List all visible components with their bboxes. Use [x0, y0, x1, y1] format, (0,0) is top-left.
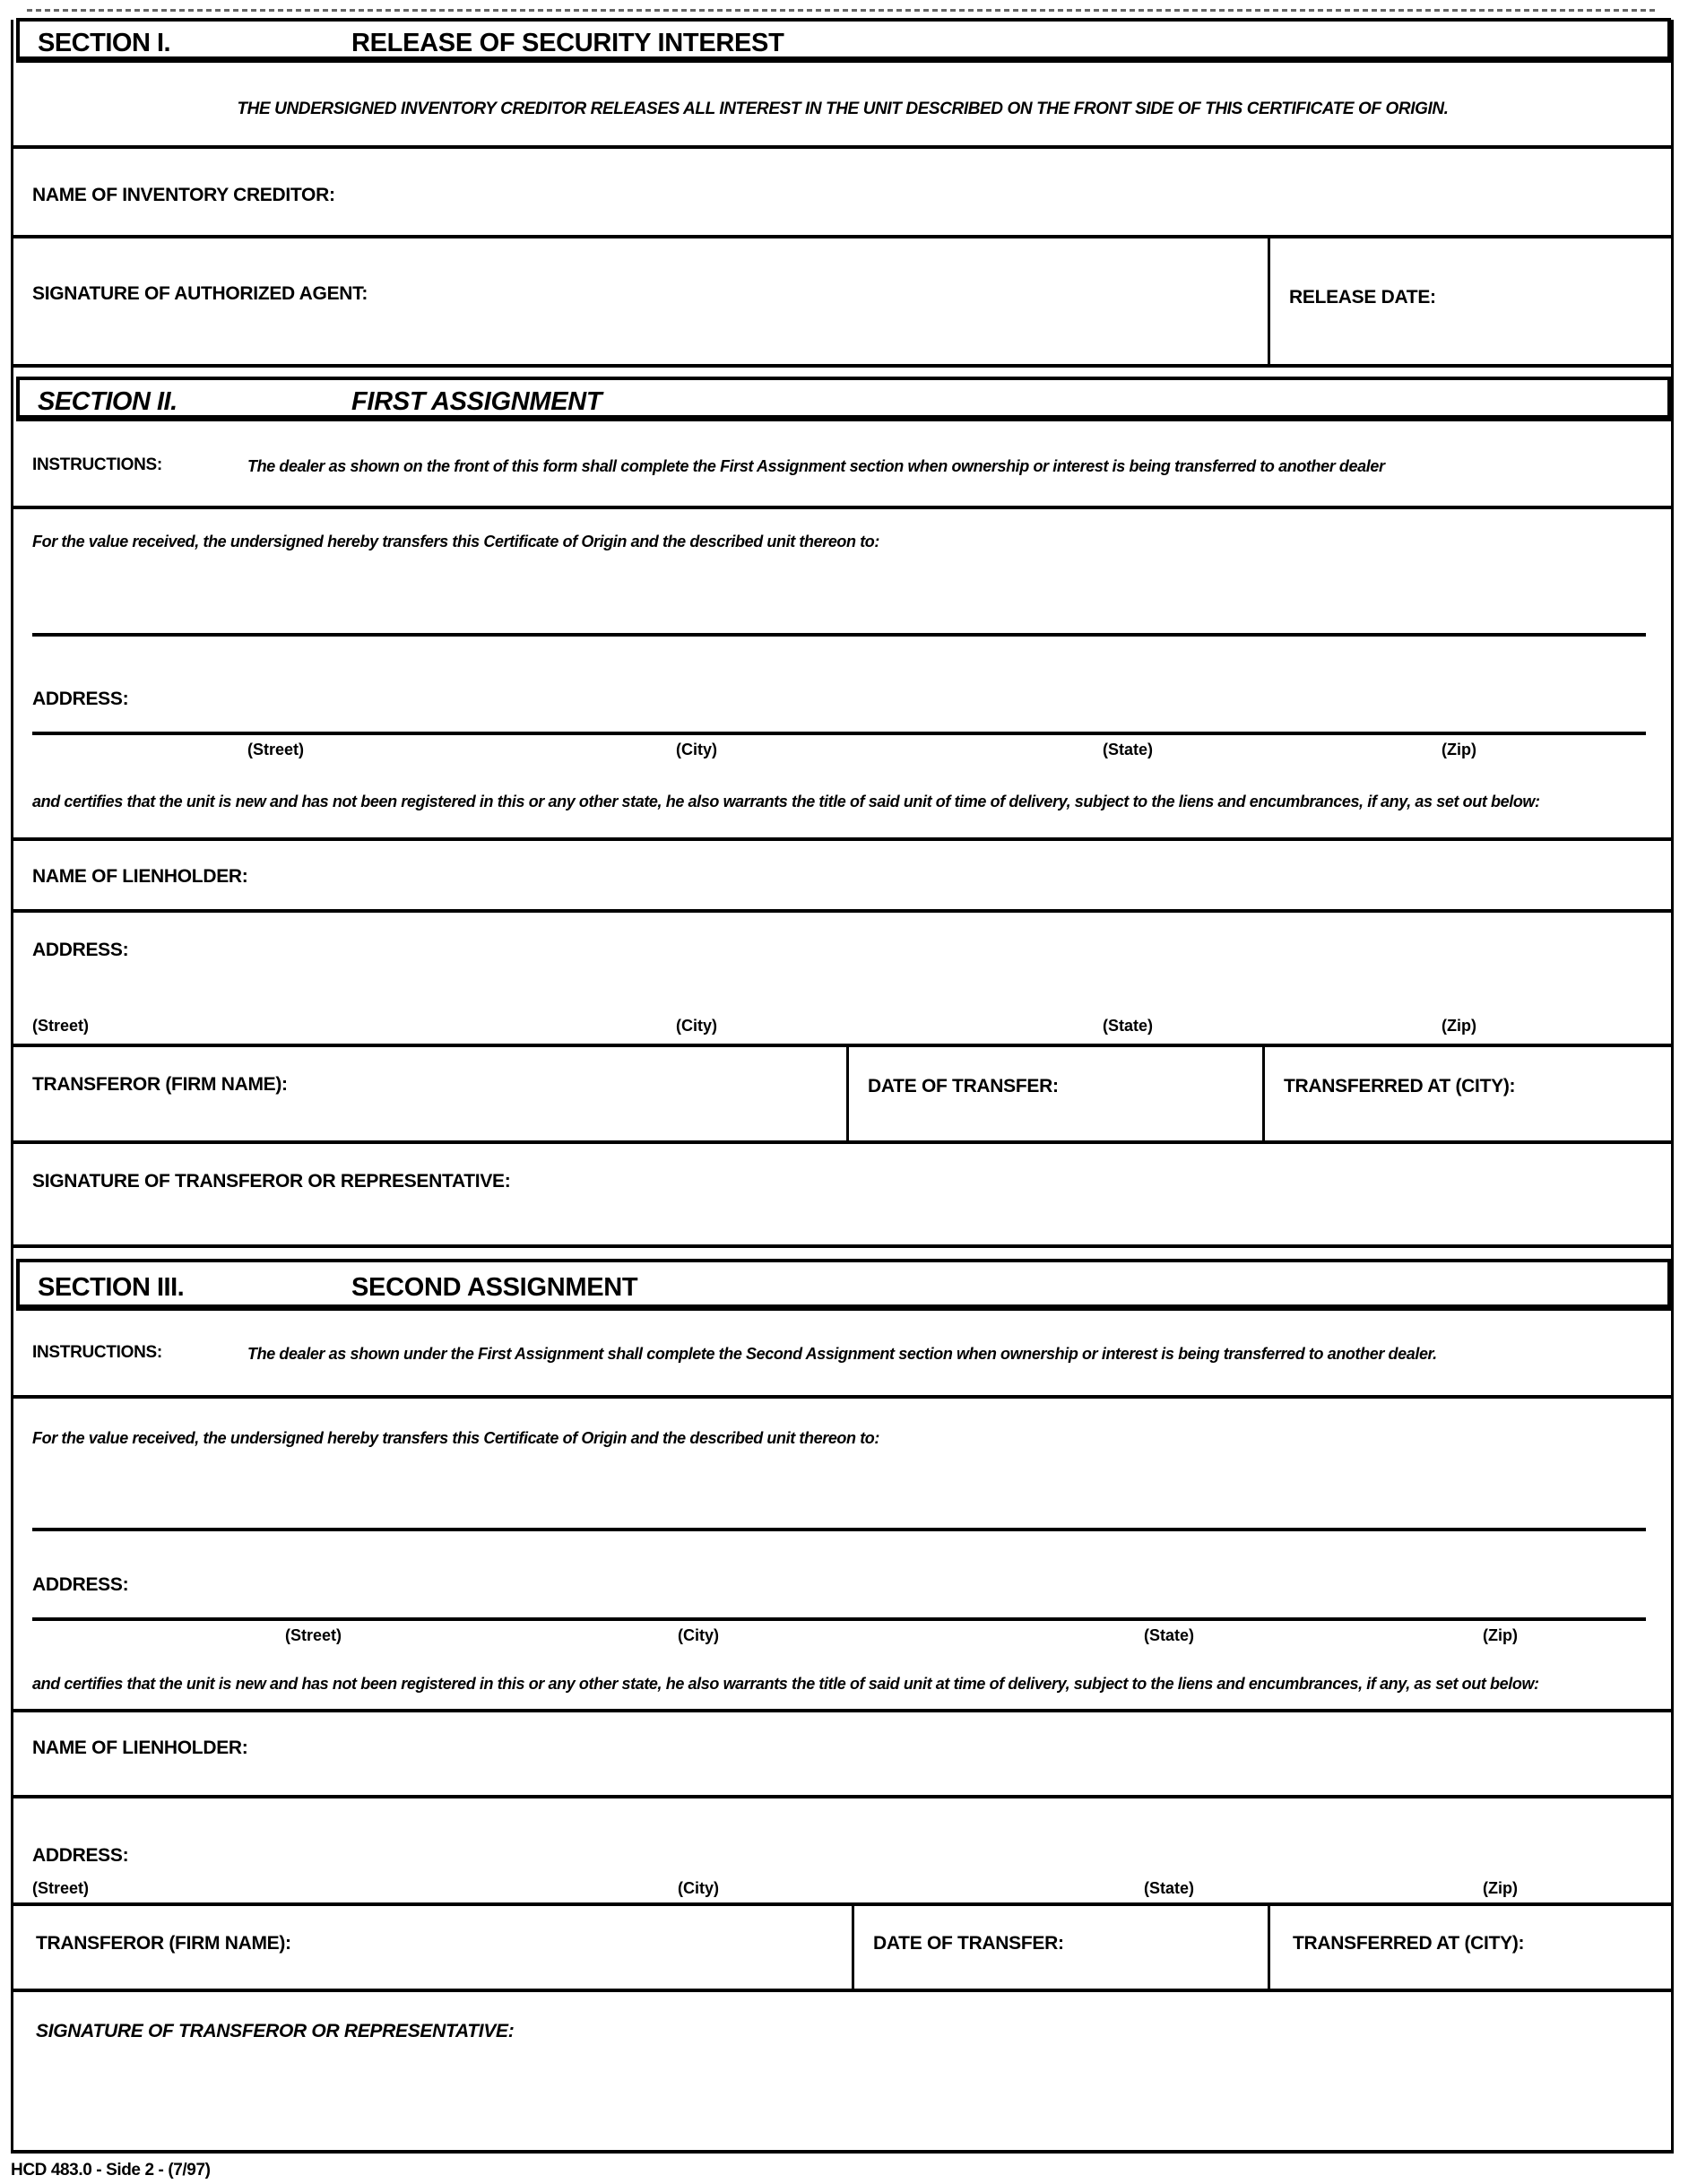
section-2-header: [16, 377, 1671, 421]
section-3-transferor-field[interactable]: [13, 1906, 855, 1990]
section-1-release-statement: THE UNDERSIGNED INVENTORY CREDITOR RELEASES ALL INTEREST IN THE UNIT DESCRIBED ON THE FRONT SIDE OF THIS CERTIFICATE OF ORIGIN.: [237, 100, 1449, 118]
section-3-header: [16, 1259, 1671, 1311]
section-3-lien-address-label: ADDRESS:: [32, 1845, 129, 1866]
section-3-transfer-text: For the value received, the undersigned hereby transfers this Certificate of Origin and the described unit thereon to:: [32, 1429, 879, 1447]
section-2-signature-label: SIGNATURE OF TRANSFEROR OR REPRESENTATIVE:: [32, 1171, 511, 1192]
divider: [11, 1244, 1674, 1248]
lien-address-state-caption: (State): [1144, 1879, 1195, 1897]
address-state-caption: (State): [1144, 1626, 1195, 1644]
inventory-creditor-name-field[interactable]: [13, 149, 1671, 235]
section-3-instructions-label: INSTRUCTIONS:: [32, 1343, 162, 1362]
lien-address-zip-caption: (Zip): [1442, 1017, 1476, 1035]
section-3-lienholder-address-field[interactable]: [13, 1798, 1671, 1904]
lien-address-state-caption: (State): [1103, 1017, 1154, 1035]
section-2-lienholder-address-field[interactable]: [13, 913, 1671, 1044]
address-city-caption: (City): [676, 741, 717, 758]
divider: [11, 1395, 1674, 1399]
section-3-title: SECOND ASSIGNMENT: [351, 1273, 638, 1302]
section-3-transferred-at-label: TRANSFERRED AT (CITY):: [1293, 1933, 1525, 1954]
section-2-number: SECTION II.: [38, 387, 177, 416]
section-1-number: SECTION I.: [38, 29, 171, 57]
divider: [1262, 1047, 1265, 1140]
address-street-caption: (Street): [285, 1626, 342, 1644]
divider: [846, 1047, 849, 1140]
section-3-transferred-at-field[interactable]: [1271, 1906, 1671, 1990]
section-2-address-field[interactable]: [32, 681, 1646, 735]
section-2-transferor-label: TRANSFEROR (FIRM NAME):: [32, 1074, 288, 1095]
form-id-footer: HCD 483.0 - Side 2 - (7/97): [11, 2161, 211, 2180]
address-city-caption: (City): [678, 1626, 719, 1644]
authorized-agent-signature-field[interactable]: [13, 238, 1268, 364]
section-2-transferred-at-label: TRANSFERRED AT (CITY):: [1284, 1076, 1516, 1096]
section-3-address-label: ADDRESS:: [32, 1574, 129, 1595]
divider: [1268, 1906, 1270, 1990]
section-1-title: RELEASE OF SECURITY INTEREST: [351, 29, 784, 57]
divider: [11, 364, 1674, 368]
section-2-lienholder-label: NAME OF LIENHOLDER:: [32, 866, 248, 887]
section-2-signature-field[interactable]: [13, 1144, 1671, 1244]
section-3-date-of-transfer-field[interactable]: [855, 1906, 1268, 1990]
section-3-signature-field[interactable]: [13, 1992, 1671, 2150]
lien-address-zip-caption: (Zip): [1483, 1879, 1518, 1897]
release-date-field[interactable]: [1271, 238, 1671, 364]
divider: [11, 506, 1674, 509]
section-2-lien-address-label: ADDRESS:: [32, 940, 129, 960]
release-date-label: RELEASE DATE:: [1289, 287, 1436, 308]
section-2-transferor-field[interactable]: [13, 1047, 846, 1140]
section-2-transferred-at-field[interactable]: [1266, 1047, 1671, 1140]
scan-artifact: [27, 9, 1658, 12]
section-2-title: FIRST ASSIGNMENT: [351, 387, 602, 416]
authorized-agent-signature-label: SIGNATURE OF AUTHORIZED AGENT:: [32, 283, 368, 304]
divider: [1268, 238, 1270, 364]
section-3-transferee-name-field[interactable]: [32, 1452, 1646, 1531]
section-2-lienholder-name-field[interactable]: [13, 841, 1671, 909]
section-2-transfer-text: For the value received, the undersigned hereby transfers this Certificate of Origin and the described unit thereon to:: [32, 533, 879, 550]
section-3-signature-label: SIGNATURE OF TRANSFEROR OR REPRESENTATIVE:: [36, 2021, 515, 2041]
form-right-border: [1671, 20, 1674, 2152]
section-3-lienholder-label: NAME OF LIENHOLDER:: [32, 1738, 248, 1758]
section-3-number: SECTION III.: [38, 1273, 185, 1302]
section-3-address-field[interactable]: [32, 1569, 1646, 1621]
inventory-creditor-name-label: NAME OF INVENTORY CREDITOR:: [32, 185, 335, 205]
section-3-lienholder-name-field[interactable]: [13, 1712, 1671, 1797]
section-3-transferor-label: TRANSFEROR (FIRM NAME):: [36, 1933, 291, 1954]
address-zip-caption: (Zip): [1483, 1626, 1518, 1644]
section-2-date-of-transfer-field[interactable]: [850, 1047, 1262, 1140]
lien-address-street-caption: (Street): [32, 1017, 90, 1035]
section-1-header: [16, 18, 1671, 63]
lien-address-city-caption: (City): [676, 1017, 717, 1035]
section-3-instructions-text: The dealer as shown under the First Assignment shall complete the Second Assignment section when ownership or interest is being transferred to another dealer.: [247, 1345, 1437, 1363]
address-street-caption: (Street): [247, 741, 305, 758]
lien-address-city-caption: (City): [678, 1879, 719, 1897]
section-3-certify-text: and certifies that the unit is new and has not been registered in this or any other state, he also warrants the title of said unit at time of delivery, subject to the liens and encumbrances, if any, as set out below:: [32, 1675, 1539, 1693]
form-bottom-border: [11, 2150, 1674, 2154]
section-2-instructions-label: INSTRUCTIONS:: [32, 455, 162, 474]
section-2-instructions-text: The dealer as shown on the front of this form shall complete the First Assignment section when ownership or interest is being transferred to another dealer: [247, 457, 1385, 475]
address-state-caption: (State): [1103, 741, 1154, 758]
section-2-address-label: ADDRESS:: [32, 689, 129, 709]
section-2-transferee-name-field[interactable]: [32, 556, 1646, 637]
section-2-date-of-transfer-label: DATE OF TRANSFER:: [868, 1076, 1059, 1096]
section-3-date-of-transfer-label: DATE OF TRANSFER:: [873, 1933, 1064, 1954]
lien-address-street-caption: (Street): [32, 1879, 90, 1897]
section-2-certify-text: and certifies that the unit is new and has not been registered in this or any other state, he also warrants the title of said unit of time of delivery, subject to the liens and encumbrances, if any, as set out below:: [32, 793, 1540, 810]
address-zip-caption: (Zip): [1442, 741, 1476, 758]
divider: [852, 1906, 854, 1990]
